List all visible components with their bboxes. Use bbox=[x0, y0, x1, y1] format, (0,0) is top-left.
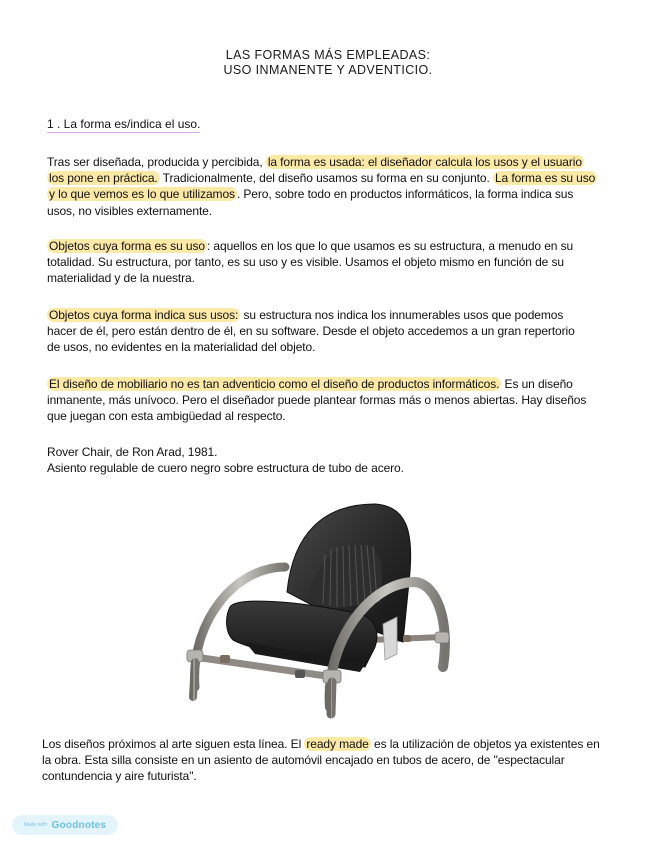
made-with-label: Made with bbox=[23, 822, 47, 828]
text-run: : aquellos en los que lo que usamos es su estructura, a menudo en su totalidad. Su estructura, por tanto, es su uso y es visible. Usamos el objeto mismo en función de su materialidad y de la nuestra. bbox=[47, 239, 574, 286]
caption-line-1: Rover Chair, de Ron Arad, 1981. bbox=[47, 445, 218, 459]
paragraph-furniture-design bbox=[47, 376, 592, 425]
highlight: Objetos cuya forma es su uso bbox=[49, 239, 205, 253]
highlight: Objetos cuya forma indica sus usos: bbox=[49, 308, 239, 322]
section-heading-text: 1 . La forma es/indica el uso. bbox=[47, 117, 201, 131]
highlight: La forma es su uso y lo que vemos es lo que utilizamos bbox=[49, 171, 596, 202]
caption-line-2: Asiento regulable de cuero negro sobre estructura de tubo de acero. bbox=[47, 461, 404, 475]
goodnotes-badge[interactable] bbox=[12, 815, 118, 835]
paragraph-form-use bbox=[47, 154, 597, 219]
text-run: Los diseños próximos al arte siguen esta línea. El bbox=[42, 737, 305, 751]
text-run: Tradicionalmente, del diseño usamos su forma en su conjunto. bbox=[159, 171, 493, 186]
paragraph-form-indicates-uses bbox=[47, 307, 587, 356]
text-run: Tras ser diseñada, producida y percibida, bbox=[47, 155, 266, 169]
title-line-1: LAS FORMAS MÁS EMPLEADAS: bbox=[225, 48, 431, 62]
highlight: la forma es usada: el diseñador calcula los usos y el usuario los pone en práctica. bbox=[49, 155, 582, 186]
title-line-2: USO INMANENTE Y ADVENTICIO. bbox=[223, 63, 433, 77]
text-run: es la utilización de objetos ya existentes en la obra. Esta silla consiste en un asiento de automóvil encajado en tubos de acero, de "espectacular contundencia y aire futurista". bbox=[42, 737, 600, 784]
highlight: El diseño de mobiliario no es tan adventicio como el diseño de productos informáticos. bbox=[49, 377, 500, 391]
image-caption bbox=[47, 444, 607, 476]
paragraph-ready-made bbox=[42, 736, 602, 785]
text-run: su estructura nos indica los innumerables usos que podemos hacer de él, pero están dentro de él, en su software. Desde el objeto accedemos a un gran repertorio de usos, no evidentes en la materialidad del objeto. bbox=[47, 308, 575, 355]
text-run: Es un diseño inmanente, más unívoco. Pero el diseñador puede plantear formas más o menos abiertas. Hay diseños que juegan con esta ambigüedad al respecto. bbox=[47, 377, 587, 424]
rover-chair-image bbox=[175, 492, 460, 720]
page-title bbox=[0, 48, 656, 78]
text-run: . Pero, sobre todo en productos informáticos, la forma indica sus usos, no visibles externamente. bbox=[47, 187, 574, 218]
section-heading bbox=[47, 117, 200, 132]
highlight: ready made bbox=[306, 737, 369, 751]
paragraph-form-is-use bbox=[47, 238, 587, 287]
goodnotes-logo: Goodnotes bbox=[51, 819, 107, 831]
